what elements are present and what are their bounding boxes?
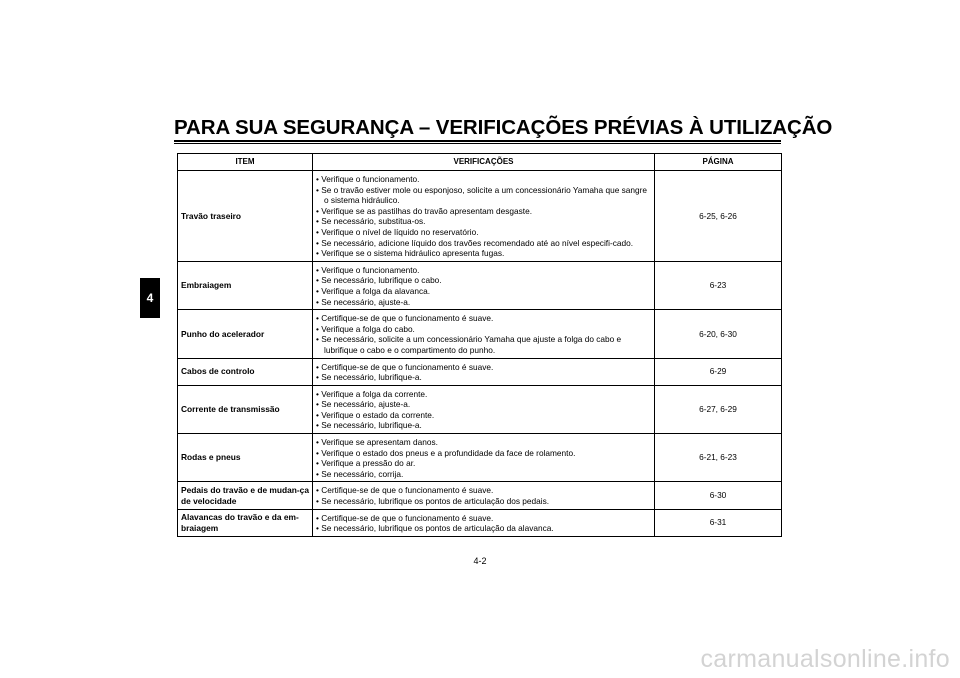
item-name: Punho do acelerador [178, 310, 313, 358]
check-bullet: • Se necessário, lubrifique-a. [316, 372, 651, 383]
page-reference: 6-29 [655, 358, 782, 385]
check-bullet: • Verifique o funcionamento. [316, 265, 651, 276]
checks-cell [313, 482, 655, 509]
header-checks: VERIFICAÇÕES [313, 154, 655, 171]
page-number: 4-2 [473, 556, 487, 566]
check-bullet: • Verifique a folga da alavanca. [316, 286, 651, 297]
item-name: Embraiagem [178, 261, 313, 309]
table-header-row [178, 154, 782, 171]
page-reference: 6-27, 6-29 [655, 385, 782, 433]
item-name: Pedais do travão e de mudan-ça de velocidade [178, 482, 313, 509]
check-bullet: • Certifique-se de que o funcionamento é suave. [316, 313, 651, 324]
table-row [178, 171, 782, 262]
check-bullet: • Se o travão estiver mole ou esponjoso, solicite a um concessionário Yamaha que sangre o sistema hidráulico. [316, 185, 651, 206]
chapter-tab: 4 [140, 278, 160, 318]
header-item: ITEM [178, 154, 313, 171]
page-reference: 6-20, 6-30 [655, 310, 782, 358]
page-reference: 6-25, 6-26 [655, 171, 782, 262]
watermark: carmanualsonline.info [700, 645, 950, 673]
title-rule [174, 140, 781, 142]
table-row [178, 434, 782, 482]
header-page: PÁGINA [655, 154, 782, 171]
checks-cell [313, 434, 655, 482]
page-title: PARA SUA SEGURANÇA – VERIFICAÇÕES PRÉVIAS À UTILIZAÇÃO [174, 116, 833, 139]
table-body [178, 171, 782, 537]
page-reference: 6-23 [655, 261, 782, 309]
check-bullet: • Se necessário, ajuste-a. [316, 399, 651, 410]
checks-cell [313, 310, 655, 358]
check-bullet: • Certifique-se de que o funcionamento é suave. [316, 362, 651, 373]
check-bullet: • Se necessário, substitua-os. [316, 216, 651, 227]
check-bullet: • Se necessário, solicite a um concessionário Yamaha que ajuste a folga do cabo e lubrifique o cabo e o compartimento do punho. [316, 334, 651, 355]
item-name: Cabos de controlo [178, 358, 313, 385]
check-bullet: • Verifique a pressão do ar. [316, 458, 651, 469]
table-row [178, 385, 782, 433]
page-reference: 6-21, 6-23 [655, 434, 782, 482]
table-row [178, 310, 782, 358]
table-row [178, 482, 782, 509]
table-row [178, 261, 782, 309]
item-name: Travão traseiro [178, 171, 313, 262]
check-bullet: • Certifique-se de que o funcionamento é suave. [316, 485, 651, 496]
check-bullet: • Se necessário, ajuste-a. [316, 297, 651, 308]
check-bullet: • Verifique o nível de líquido no reservatório. [316, 227, 651, 238]
page-reference: 6-31 [655, 509, 782, 536]
checks-cell [313, 171, 655, 262]
item-name: Alavancas do travão e da em-braiagem [178, 509, 313, 536]
check-bullet: • Verifique o funcionamento. [316, 174, 651, 185]
title-rule-thin [174, 143, 781, 144]
check-bullet: • Verifique se o sistema hidráulico apresenta fugas. [316, 248, 651, 259]
page-reference: 6-30 [655, 482, 782, 509]
check-bullet: • Verifique o estado da corrente. [316, 410, 651, 421]
check-bullet: • Verifique se as pastilhas do travão apresentam desgaste. [316, 206, 651, 217]
check-bullet: • Verifique o estado dos pneus e a profundidade da face de rolamento. [316, 448, 651, 459]
check-bullet: • Se necessário, adicione líquido dos travões recomendado até ao nível especifi-cado. [316, 238, 651, 249]
item-name: Rodas e pneus [178, 434, 313, 482]
check-bullet: • Se necessário, lubrifique os pontos de articulação da alavanca. [316, 523, 651, 534]
check-bullet: • Se necessário, lubrifique os pontos de articulação dos pedais. [316, 496, 651, 507]
check-bullet: • Certifique-se de que o funcionamento é suave. [316, 513, 651, 524]
check-bullet: • Verifique a folga do cabo. [316, 324, 651, 335]
item-name: Corrente de transmissão [178, 385, 313, 433]
checks-cell [313, 385, 655, 433]
table-row [178, 358, 782, 385]
check-bullet: • Verifique se apresentam danos. [316, 437, 651, 448]
check-bullet: • Se necessário, lubrifique o cabo. [316, 275, 651, 286]
checks-cell [313, 358, 655, 385]
table-row [178, 509, 782, 536]
check-bullet: • Se necessário, corrija. [316, 469, 651, 480]
check-bullet: • Se necessário, lubrifique-a. [316, 420, 651, 431]
check-bullet: • Verifique a folga da corrente. [316, 389, 651, 400]
checks-cell [313, 261, 655, 309]
pre-operation-checklist-table [177, 153, 782, 537]
checks-cell [313, 509, 655, 536]
